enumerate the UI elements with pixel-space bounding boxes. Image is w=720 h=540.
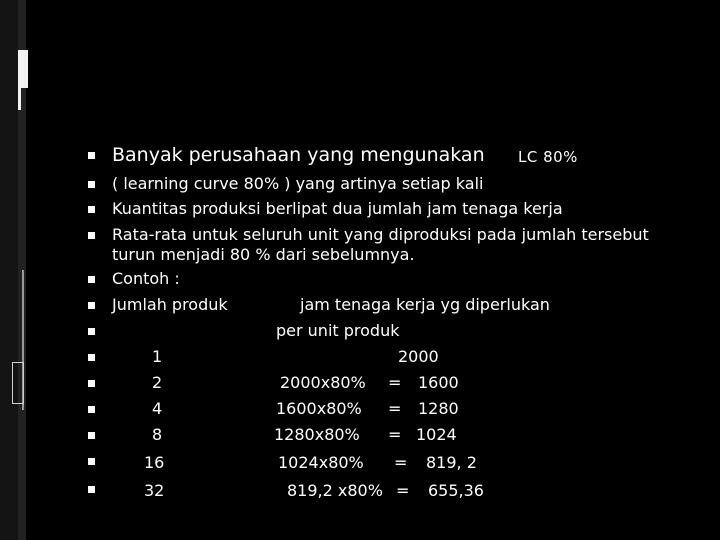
bullet-text: Rata-rata untuk seluruh unit yang diproduksi pada jumlah tersebut — [112, 225, 649, 244]
heading-suffix: LC 80% — [518, 148, 578, 166]
calc-cell: 819,2 x80% — [287, 481, 383, 500]
value-cell: 1280 — [418, 399, 459, 418]
value-cell: 1600 — [418, 373, 459, 392]
bullet-text-continued: turun menjadi 80 % dari sebelumnya. — [112, 245, 415, 264]
value-cell: 2000 — [398, 347, 439, 366]
bullet-text: Contoh : — [112, 269, 180, 288]
equals-sign: = — [396, 481, 410, 500]
calc-cell: 1280x80% — [274, 425, 360, 444]
column-header-hours: jam tenaga kerja yg diperlukan — [300, 295, 550, 314]
bullet-icon — [88, 406, 95, 413]
unit-cell: 16 — [144, 453, 165, 472]
bullet-text: ( learning curve 80% ) yang artinya setiap kali — [112, 174, 484, 193]
calc-cell: 1600x80% — [276, 399, 362, 418]
unit-cell: 32 — [144, 481, 165, 500]
equals-sign: = — [388, 425, 402, 444]
value-cell: 1024 — [416, 425, 457, 444]
bullet-icon — [88, 380, 95, 387]
value-cell: 655,36 — [428, 481, 484, 500]
bullet-icon — [88, 432, 95, 439]
bullet-icon — [88, 354, 95, 361]
bullet-icon — [88, 302, 95, 309]
value-cell: 819, 2 — [426, 453, 477, 472]
calc-cell: 2000x80% — [280, 373, 366, 392]
bullet-icon — [88, 206, 95, 213]
column-header-hours-sub: per unit produk — [276, 321, 400, 340]
bullet-icon — [88, 458, 95, 465]
bullet-icon — [88, 152, 95, 159]
unit-cell: 2 — [152, 373, 163, 392]
unit-cell: 1 — [152, 347, 163, 366]
calc-cell: 1024x80% — [278, 453, 364, 472]
bullet-icon — [88, 232, 95, 239]
bullet-text: Kuantitas produksi berlipat dua jumlah jam tenaga kerja — [112, 199, 563, 218]
bullet-icon — [88, 181, 95, 188]
equals-sign: = — [394, 453, 408, 472]
unit-cell: 4 — [152, 399, 163, 418]
bullet-icon — [88, 486, 95, 493]
unit-cell: 8 — [152, 425, 163, 444]
equals-sign: = — [388, 373, 402, 392]
bullet-icon — [88, 276, 95, 283]
heading-text: Banyak perusahaan yang mengunakan — [112, 144, 485, 166]
column-header-units: Jumlah produk — [112, 295, 228, 314]
equals-sign: = — [388, 399, 402, 418]
bullet-icon — [88, 328, 95, 335]
